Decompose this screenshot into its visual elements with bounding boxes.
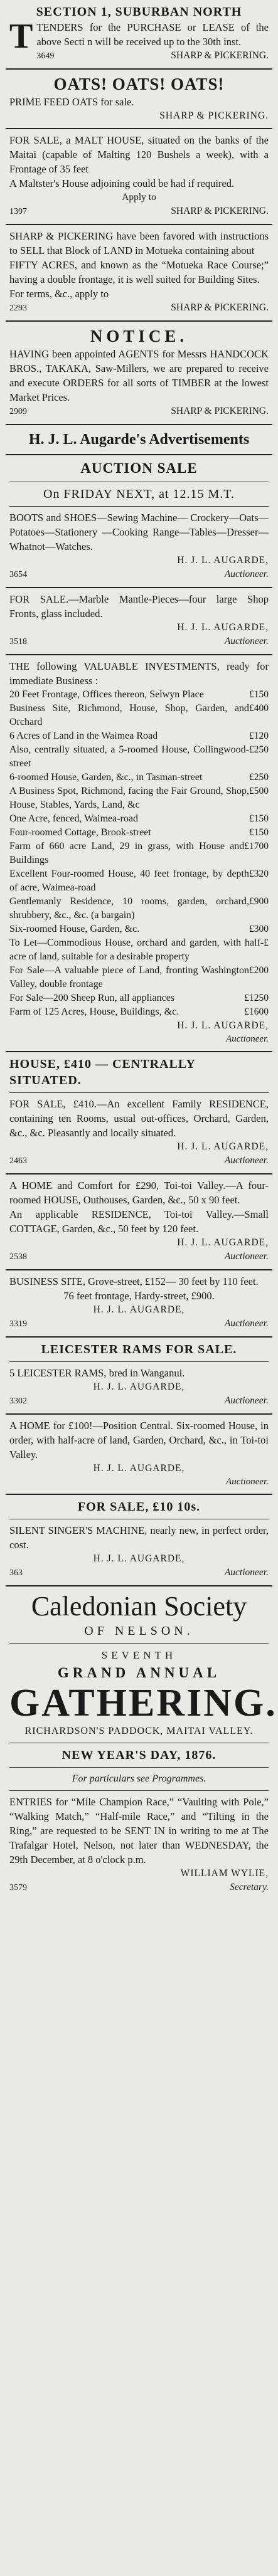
ad-singer — [6, 1495, 272, 1586]
ad-signature: H. J. L. AUGARDE, — [177, 1141, 269, 1152]
ad-footer: 3319 Auctioneer. — [9, 1318, 269, 1329]
investment-text: Business Site, Richmond, House, Shop, Garden, and Orchard — [9, 703, 249, 727]
ad-body: A HOME and Comfort for £290, Toi-toi Valley.—A four-roomed HOUSE, Outhouses, Garden, &c., 50 x 90 feet. — [9, 1180, 269, 1206]
divider — [9, 1767, 269, 1768]
ad-house410 — [6, 1052, 272, 1175]
investment-price: £1600 — [244, 1006, 269, 1017]
investment-item — [9, 784, 269, 812]
ad-apply: Apply to — [122, 192, 156, 203]
ad-signature: H. J. L. AUGARDE, — [177, 555, 269, 566]
divider — [9, 1790, 269, 1791]
investment-item — [9, 826, 269, 840]
investment-price: £500 — [249, 786, 269, 796]
ad-footer: 2538 Auctioneer. — [9, 1251, 269, 1262]
investment-item — [9, 922, 269, 936]
ad-marble — [6, 588, 272, 655]
section-title: H. J. L. Augarde's Advertisements — [28, 431, 250, 448]
ad-signature: H. J. L. AUGARDE, — [93, 1381, 185, 1392]
divider — [9, 1643, 269, 1644]
divider — [9, 1361, 269, 1362]
investment-price: £250 — [249, 744, 269, 755]
ad-signature: SHARP & PICKERING. — [159, 110, 269, 121]
particulars: For particulars see Programmes. — [72, 1773, 206, 1784]
investment-price: £200 — [249, 965, 269, 976]
ad-body: FOR SALE, £410.—An excellent Family RESIDENCE, containing ten Rooms, usual out-offices, Orchard, Garden, &c., &c. Pleasantly and locally situated. — [9, 1098, 269, 1139]
investment-price: £1700 — [244, 841, 269, 852]
ad-title: AUCTION SALE — [80, 460, 198, 476]
ad-body2: 76 feet frontage, Hardy-street, £900. — [63, 1290, 215, 1302]
investment-item — [9, 991, 269, 1005]
ad-title: LEICESTER RAMS FOR SALE. — [41, 1343, 237, 1356]
investment-item — [9, 812, 269, 826]
ad-body: A HOME for £100!—Position Central. Six-roomed House, in order, with half-acre of land, Garden, Orchard, &c., in Toi-toi Valley. — [9, 1420, 269, 1460]
ad-home100 — [6, 1415, 272, 1495]
investment-text: Gentlemanly Residence, 10 rooms, garden, orchard, shrubbery, &c., &c. (a bargain) — [9, 896, 249, 921]
investment-text: To Let—Commodious House, orchard and garden, with half-acre of land, suitable for a desirable property — [9, 937, 264, 962]
investment-price: £900 — [249, 896, 269, 907]
investment-text: One Acre, fenced, Waimea-road — [9, 813, 138, 824]
ad-body: HAVING been appointed AGENTS for Messrs HANDCOCK BROS., TAKAKA, Saw-Millers, we are prepared to receive and execute ORDERS for all sorts of TIMBER at the lowest Market Prices. — [9, 348, 269, 403]
investment-text: Farm of 660 acre Land, 29 in grass, with House and Buildings — [9, 841, 245, 865]
ad-signature: WILLIAM WYLIE, — [180, 1868, 269, 1879]
divider — [9, 1092, 269, 1093]
investment-item — [9, 688, 269, 702]
ad-body: SHARP & PICKERING have been favored with instructions to SELL that Block of LAND in Motueka containing about — [9, 230, 269, 256]
investment-item — [9, 1005, 269, 1019]
ad-footer: 2293 SHARP & PICKERING. — [9, 302, 269, 313]
ad-body: FOR SALE.—Marble Mantle-Pieces—four large Shop Fronts, glass included. — [9, 593, 269, 620]
newspaper-column — [6, 0, 277, 2576]
ad-footer: 3302 Auctioneer. — [9, 1395, 269, 1406]
ad-date: On FRIDAY NEXT, at 12.15 M.T. — [43, 487, 235, 501]
investment-text: Four-roomed Cottage, Brook-street — [9, 827, 151, 838]
ad-body: BOOTS and SHOES—Sewing Machine— Crockery—Oats—Potatoes—Stationery —Cooking Range—Tables—Dresser—Whatnot—Watches. — [9, 512, 269, 552]
ad-notice — [6, 322, 272, 425]
ad-caledonian — [6, 1586, 277, 1900]
ad-footer: 363 Auctioneer. — [9, 1567, 269, 1578]
investment-text: 6-roomed House, Garden, &c., in Tasman-street — [9, 772, 203, 783]
ad-title: SECTION 1, SUBURBAN NORTH — [36, 5, 242, 19]
investment-text: 20 Feet Frontage, Offices thereon, Selwyn Place — [9, 689, 204, 700]
ad-rams — [6, 1338, 272, 1415]
investment-item — [9, 729, 269, 743]
investment-list — [9, 688, 269, 1019]
investment-item — [9, 771, 269, 784]
investment-price: £400 — [249, 703, 269, 714]
ad-body: 5 LEICESTER RAMS, bred in Wanganui. — [9, 1367, 185, 1379]
investment-price: £150 — [249, 689, 269, 700]
ad-body: BUSINESS SITE, Grove-street, £152— 30 feet by 110 feet. — [9, 1275, 259, 1287]
investment-price: £1250 — [244, 993, 269, 1003]
investment-price: £150 — [249, 813, 269, 824]
ad-role: Auctioneer. — [226, 1477, 269, 1487]
ad-title: NOTICE. — [90, 327, 188, 346]
investment-text: A Business Spot, Richmond, facing the Fair Ground, Shop, House, Stables, Yards, Land, &c — [9, 786, 249, 810]
ad-footer: 3518 Auctioneer. — [9, 636, 269, 647]
ad-footer: 2909 SHARP & PICKERING. — [9, 406, 269, 416]
grand-annual: GRAND ANNUAL — [57, 1665, 221, 1681]
ad-signature: H. J. L. AUGARDE, — [177, 622, 269, 633]
seventh-label: SEVENTH — [101, 1649, 177, 1661]
investment-text: Farm of 125 Acres, House, Buildings, &c. — [9, 1006, 179, 1017]
society-title: Caledonian Society — [31, 1591, 247, 1622]
ad-signature: H. J. L. AUGARDE, — [93, 1463, 185, 1474]
ad-signature: H. J. L. AUGARDE, — [93, 1304, 185, 1315]
investment-item — [9, 936, 269, 964]
ad-terms: For terms, &c., apply to — [9, 288, 109, 300]
ad-signature: H. J. L. AUGARDE, — [177, 1237, 269, 1248]
ad-investments — [6, 655, 272, 1052]
venue: RICHARDSON'S PADDOCK, MAITAI VALLEY. — [24, 1726, 254, 1736]
ad-footer: 1397 SHARP & PICKERING. — [9, 206, 269, 216]
ad-body: FOR SALE, a MALT HOUSE, situated on the banks of the Maitai (capable of Malting 120 Bushels a week), with a Frontage of 35 feet — [9, 134, 269, 175]
gathering-title: GATHERING. — [9, 1682, 277, 1724]
investment-price: £250 — [249, 772, 269, 783]
investment-text: For Sale—200 Sheep Run, all appliances — [9, 993, 175, 1003]
ad-footer: 3654 Auctioneer. — [9, 569, 269, 579]
ad-body2: FIFTY ACRES, and known as the “Motueka Race Course;” having a double frontage, it is well suited for Building Sites. — [9, 259, 269, 285]
investment-text: Six-roomed House, Garden, &c. — [9, 924, 140, 934]
event-date: NEW YEAR'S DAY, 1876. — [61, 1748, 217, 1762]
ad-body: ENTRIES for “Mile Champion Race,” “Vaulting with Pole,” “Walking Match,” “Half-mile Race,” and “Tilting in the Ring,” are requested to be SENT IN in writing to me at The Trafalgar Hotel, Nelson, not later than WEDNESDAY, the 29th December, at 8 o'clock p.m. — [9, 1796, 269, 1866]
ad-title: OATS! OATS! OATS! — [53, 75, 225, 93]
ad-homecomfort — [6, 1175, 272, 1270]
investment-price: £150 — [249, 827, 269, 838]
investment-price: £ — [264, 937, 269, 948]
ad-footer: 3579 Secretary. — [9, 1882, 269, 1892]
investment-price: £120 — [249, 731, 269, 741]
ad-auction — [6, 455, 272, 588]
ad-body2: A Maltster's House adjoining could be had if required. — [9, 177, 235, 189]
investment-text: 6 Acres of Land in the Waimea Road — [9, 731, 158, 741]
ad-business — [6, 1270, 272, 1338]
augarde-header — [6, 425, 272, 455]
investment-text: Also, centrally situated, a 5-roomed House, Collingwood-street — [9, 744, 249, 769]
divider — [9, 506, 269, 507]
investment-item — [9, 895, 269, 922]
investment-price: £300 — [249, 924, 269, 934]
ad-oats — [6, 70, 272, 129]
investment-item — [9, 867, 269, 895]
ad-footer: 3649 SHARP & PICKERING. — [36, 50, 269, 61]
investment-item — [9, 743, 269, 771]
ad-signature: H. J. L. AUGARDE, — [177, 1020, 269, 1031]
ad-footer: 2463 Auctioneer. — [9, 1155, 269, 1166]
investment-item — [9, 840, 269, 867]
investment-text: For Sale—A valuable piece of Land, fronting Washington Valley, double frontage — [9, 965, 249, 990]
ad-malthouse — [6, 129, 272, 225]
investment-price: £320 — [249, 868, 269, 879]
ad-title: HOUSE, £410 — CENTRALLY SITUATED. — [9, 1057, 196, 1087]
society-subtitle: OF NELSON. — [84, 1624, 194, 1638]
ad-role: Auctioneer. — [226, 1034, 269, 1044]
ad-section1 — [6, 0, 272, 70]
investment-item — [9, 702, 269, 729]
investment-item — [9, 964, 269, 991]
ad-body: PRIME FEED OATS for sale. — [9, 96, 134, 108]
ad-signature: H. J. L. AUGARDE, — [93, 1553, 185, 1564]
ad-motueka — [6, 225, 272, 322]
ad-title: FOR SALE, £10 10s. — [77, 1500, 201, 1514]
ad-body2: An applicable RESIDENCE, Toi-toi Valley.—Small COTTAGE, Garden, &c., 50 feet by 120 feet. — [9, 1208, 269, 1235]
ad-intro: THE following VALUABLE INVESTMENTS, ready for immediate Business : — [9, 660, 269, 687]
ad-body: TTENDERS for the PURCHASE or LEASE of the above Secti n will be received up to the 30th inst. — [9, 17, 269, 56]
investment-text: Excellent Four-roomed House, 40 feet frontage, by depth of acre, Waimea-road — [9, 868, 249, 893]
ad-body: SILENT SINGER'S MACHINE, nearly new, in perfect order, cost. — [9, 1524, 269, 1551]
